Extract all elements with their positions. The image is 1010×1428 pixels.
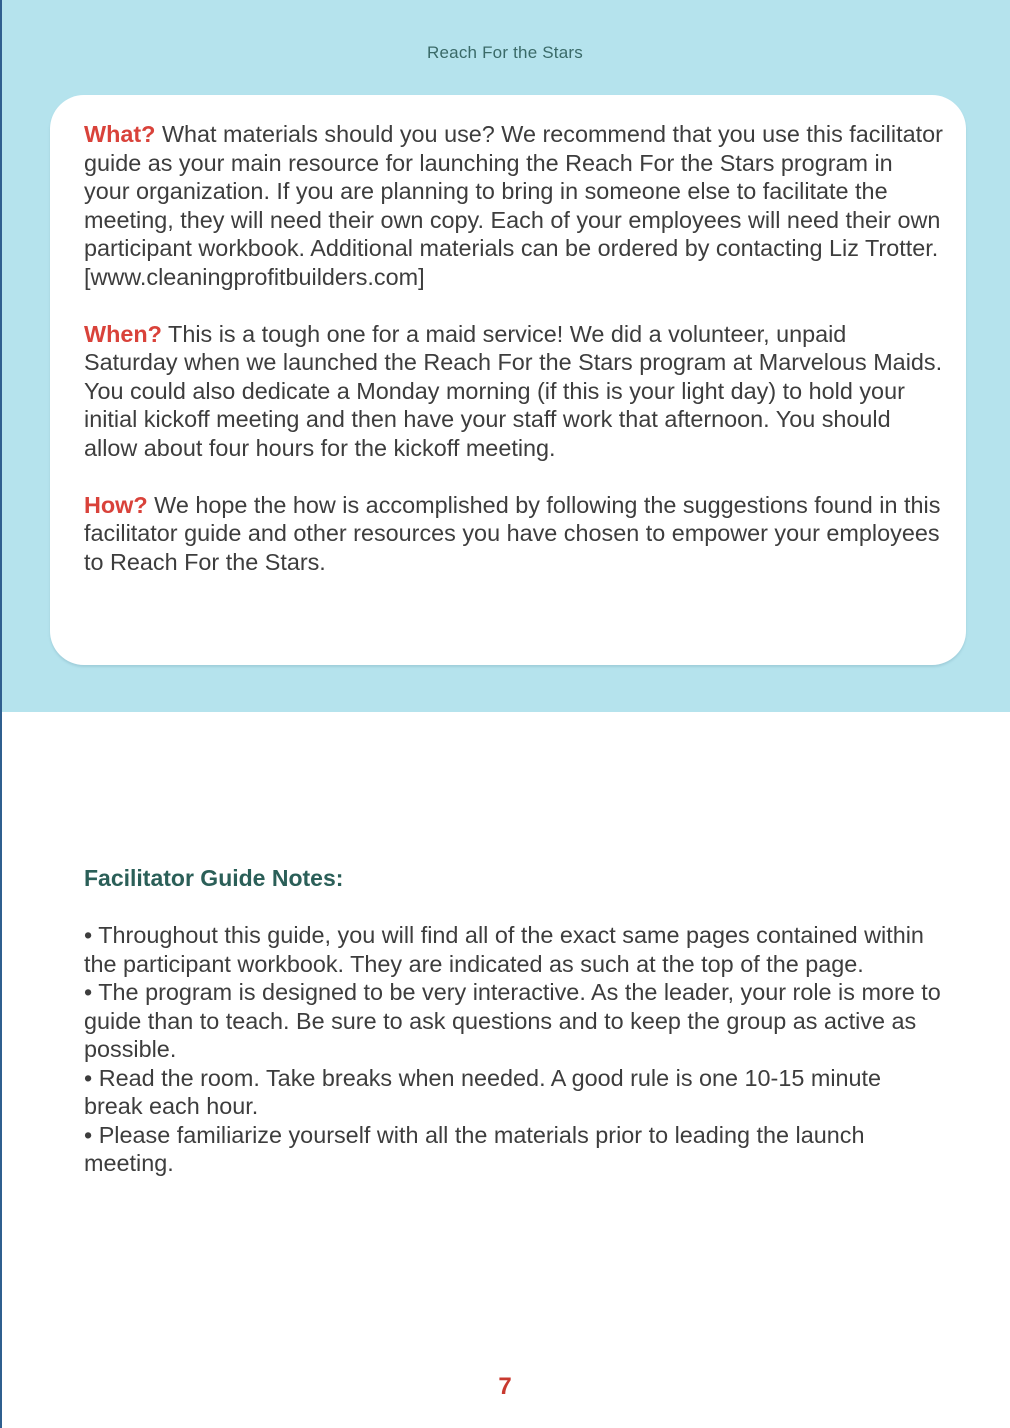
note-item: • Throughout this guide, you will find all of the exact same pages contained within the participant workbook. They are indicated as such at the top of the page. xyxy=(84,922,924,977)
what-lead: What? xyxy=(84,121,156,147)
how-paragraph xyxy=(84,491,944,577)
page-edge-rule xyxy=(0,0,2,1428)
how-text: We hope the how is accomplished by following the suggestions found in this facilitator guide and other resources you have chosen to empower your employees to Reach For the Stars. xyxy=(84,491,941,575)
page-number: 7 xyxy=(498,1373,512,1400)
what-text: What materials should you use? We recommend that you use this facilitator guide as your main resource for launching the Reach For the Stars program in your organization. If you are planning to bring in someone else to facilitate the meeting, they will need their own copy. Each of your employees will need their own participant workbook. Additional materials can be ordered by contacting Liz Trotter. [www.cleaningprofitbuilders.com] xyxy=(84,121,943,290)
note-item: • The program is designed to be very interactive. As the leader, your role is more to guide than to teach. Be sure to ask questions and to keep the group as active as possible. xyxy=(84,979,941,1062)
what-when-how-card xyxy=(50,95,966,665)
running-header: Reach For the Stars xyxy=(427,43,583,62)
card-content xyxy=(84,120,944,605)
when-lead: When? xyxy=(84,320,162,347)
top-color-band xyxy=(0,0,1010,712)
what-paragraph xyxy=(84,120,944,291)
note-item: • Read the room. Take breaks when needed. A good rule is one 10-15 minute break each hour. xyxy=(84,1064,882,1119)
when-text: This is a tough one for a maid service! We did a volunteer, unpaid Saturday when we launched the Reach For the Stars program at Marvelous Maids. You could also dedicate a Monday morning (if this is your light day) to hold your initial kickoff meeting and then have your staff work that afternoon. You should allow about four hours for the kickoff meeting. xyxy=(84,320,943,461)
how-lead: How? xyxy=(84,491,148,518)
note-item: • Please familiarize yourself with all the materials prior to leading the launch meeting. xyxy=(84,1121,865,1176)
notes-title: Facilitator Guide Notes: xyxy=(84,865,344,891)
when-paragraph xyxy=(84,320,944,463)
facilitator-notes xyxy=(84,864,944,1178)
